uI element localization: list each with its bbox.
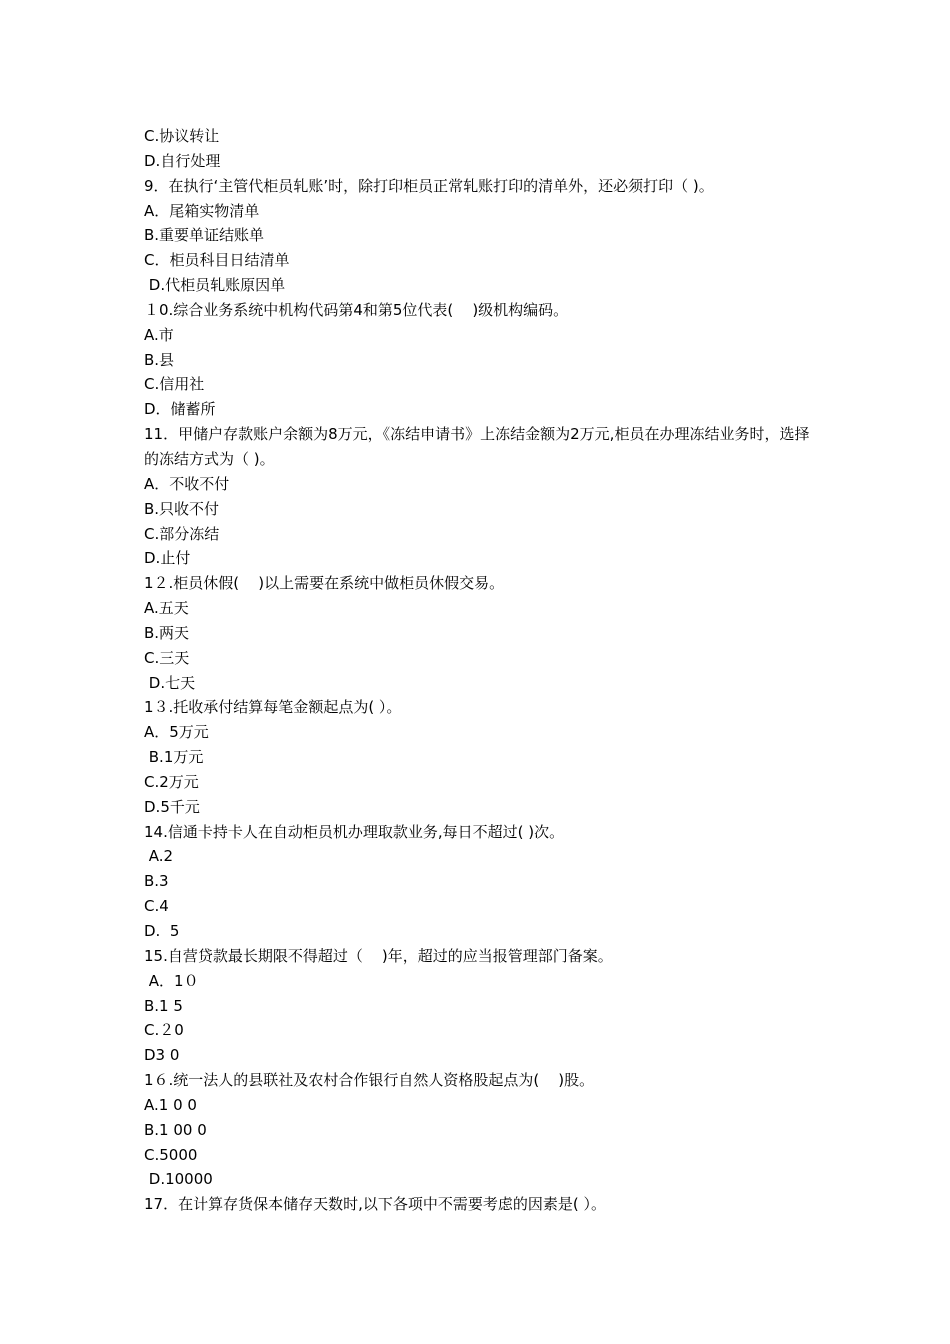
question-15: 15.自营贷款最长期限不得超过（ )年，超过的应当报管理部门备案。 bbox=[144, 946, 613, 965]
option-b: B.1 00 0 bbox=[144, 1120, 207, 1139]
option-b: B.县 bbox=[144, 350, 175, 369]
text-line: D.自行处理 bbox=[144, 151, 221, 170]
option-c: C.4 bbox=[144, 897, 169, 916]
option-c: C.三天 bbox=[144, 648, 190, 667]
document-body bbox=[144, 124, 824, 1217]
option-a: A.1 0 0 bbox=[144, 1095, 197, 1114]
option-a: A．1０ bbox=[144, 971, 199, 990]
option-a: A．尾箱实物清单 bbox=[144, 201, 260, 220]
text-line: C.协议转让 bbox=[144, 127, 220, 145]
option-c: C.2万元 bbox=[144, 772, 199, 791]
option-b: B.重要单证结账单 bbox=[144, 226, 265, 245]
option-a: A．5万元 bbox=[144, 723, 209, 742]
option-b: B.3 bbox=[144, 872, 169, 891]
option-c: C．柜员科目日结清单 bbox=[144, 251, 290, 270]
option-d: D.10000 bbox=[144, 1170, 213, 1189]
option-d: D.代柜员轧账原因单 bbox=[144, 276, 286, 295]
option-d: D.止付 bbox=[144, 549, 191, 568]
option-d: D．储蓄所 bbox=[144, 400, 216, 419]
question-14: 14.信通卡持卡人在自动柜员机办理取款业务,每日不超过( )次。 bbox=[144, 822, 565, 841]
question-13: 1３.托收承付结算每笔金额起点为( ）。 bbox=[144, 698, 402, 717]
question-17: 17．在计算存货保本储存天数时,以下各项中不需要考虑的因素是( ）。 bbox=[144, 1195, 606, 1214]
option-d: D.5千元 bbox=[144, 797, 200, 816]
question-12: 1２.柜员休假( )以上需要在系统中做柜员休假交易。 bbox=[144, 574, 505, 593]
option-d: D3 0 bbox=[144, 1046, 180, 1065]
option-c: C.部分冻结 bbox=[144, 524, 220, 543]
question-11: 11．甲储户存款账户余额为8万元，《冻结申请书》上冻结金额为2万元,柜员在办理冻结业务时，选择的冻结方式为（ )。 bbox=[144, 425, 810, 468]
option-b: B.1万元 bbox=[144, 748, 204, 767]
option-d: D. 5 bbox=[144, 922, 180, 940]
option-b: B.两天 bbox=[144, 623, 190, 642]
option-c: C.２0 bbox=[144, 1021, 184, 1040]
option-a: A.五天 bbox=[144, 599, 189, 618]
question-16: 1６.统一法人的县联社及农村合作银行自然人资格股起点为( )股。 bbox=[144, 1071, 595, 1090]
option-c: C.信用社 bbox=[144, 375, 205, 394]
option-b: B.1 5 bbox=[144, 996, 183, 1015]
option-a: A．不收不付 bbox=[144, 474, 230, 493]
option-a: A.2 bbox=[144, 847, 174, 866]
question-9: 9．在执行‘主管代柜员轧账’时，除打印柜员正常轧账打印的清单外，还必须打印（ )。 bbox=[144, 176, 714, 195]
option-b: B.只收不付 bbox=[144, 499, 220, 518]
option-d: D.七天 bbox=[144, 673, 196, 692]
option-c: C.5000 bbox=[144, 1145, 198, 1164]
question-10: １0.综合业务系统中机构代码第4和第5位代表( )级机构编码。 bbox=[144, 300, 569, 319]
option-a: A.市 bbox=[144, 325, 174, 344]
